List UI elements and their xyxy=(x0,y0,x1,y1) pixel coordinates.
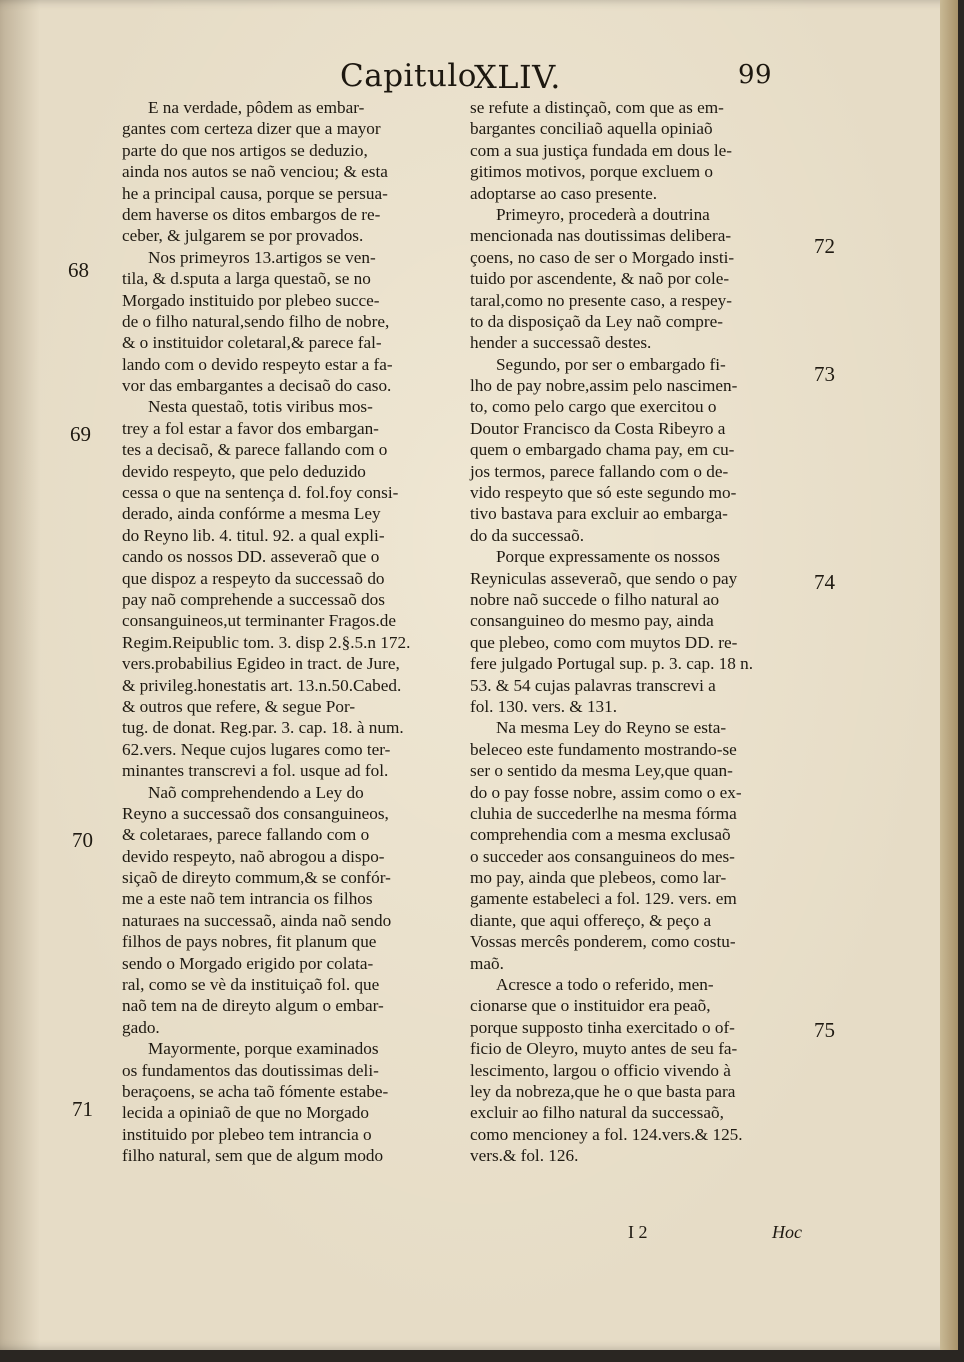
margin-number-72: 72 xyxy=(814,234,835,258)
text-line: beleceo este fundamento mostrando-se xyxy=(470,739,737,759)
text-line: he a principal causa, porque se persua- xyxy=(122,183,388,203)
text-line: vido respeyto que só este segundo mo- xyxy=(470,483,737,503)
text-line: maõ. xyxy=(470,953,504,973)
right-text-column xyxy=(470,97,806,1167)
text-line: & o instituidor coletaral,& parece fal- xyxy=(122,333,382,353)
text-line: hender a successaõ destes. xyxy=(470,333,652,353)
text-line: tuido por ascendente, & naõ por cole- xyxy=(470,269,730,289)
text-line: vor das embargantes a decisaõ do caso. xyxy=(122,376,392,396)
text-line: devido respeyto, que pelo deduzido xyxy=(122,461,366,481)
text-line: consanguineos,ut terminanter Fragos.de xyxy=(122,611,396,631)
text-line: Reyniculas asseveraõ, que sendo o pay xyxy=(470,568,738,588)
text-line: se refute a distinçaõ, com que as em- xyxy=(470,98,724,117)
text-line: Doutor Francisco da Costa Ribeyro a xyxy=(470,418,726,438)
text-line: consanguineo do mesmo pay, ainda xyxy=(470,611,714,631)
text-line: ceber, & julgarem se por provados. xyxy=(122,226,364,246)
text-line: vers.probabilius Egideo in tract. de Jure, xyxy=(122,654,400,674)
text-line: filho natural, sem que de algum modo xyxy=(122,1146,384,1166)
text-line: cionarse que o instituidor era peaõ, xyxy=(470,996,711,1016)
page-edge xyxy=(940,0,958,1350)
text-line: tivo bastava para excluir ao embarga- xyxy=(470,504,728,524)
text-line: os fundamentos das doutissimas deli- xyxy=(122,1060,379,1080)
text-line: Mayormente, porque examinados xyxy=(148,1039,379,1059)
text-line: quem o embargado chama pay, em cu- xyxy=(470,440,735,460)
page-header xyxy=(340,58,800,100)
text-line: adoptarse ao caso presente. xyxy=(470,183,658,203)
text-line: parte do que nos artigos se deduzio, xyxy=(122,140,368,160)
text-line: cando os nossos DD. asseveraõ que o xyxy=(122,547,380,567)
text-line: ficio de Oleyro, muyto antes de seu fa- xyxy=(470,1039,738,1059)
text-line: Acresce a todo o referido, men- xyxy=(496,975,714,995)
text-line: taral,como no presente caso, a respey- xyxy=(470,290,732,310)
text-line: beraçoens, se acha taõ fómente estabe- xyxy=(122,1081,389,1101)
text-line: minantes transcrevi a fol. usque ad fol. xyxy=(122,761,389,781)
text-line: como mencioney a fol. 124.vers.& 125. xyxy=(470,1124,743,1144)
text-line: excluir ao filho natural da successaõ, xyxy=(470,1103,724,1123)
text-line: naõ tem na de direyto algum o embar- xyxy=(122,996,384,1016)
text-line: naturaes na successaõ, ainda naõ sendo xyxy=(122,910,392,930)
text-line: çoens, no caso de ser o Morgado insti- xyxy=(470,247,735,267)
text-line: devido respeyto, naõ abrogou a dispo- xyxy=(122,846,385,866)
text-line: gamente estabeleci a fol. 129. vers. em xyxy=(470,889,737,909)
text-line: ley da nobreza,que he o que basta para xyxy=(470,1081,736,1101)
text-line: ser o sentido da mesma Ley,que quan- xyxy=(470,761,733,781)
page-number: 99 xyxy=(738,60,773,90)
signature-mark: I 2 xyxy=(628,1222,648,1242)
text-line: & coletaraes, parece fallando com o xyxy=(122,825,370,845)
text-line: bargantes conciliaõ aquella opiniaõ xyxy=(470,119,713,139)
text-line: me a este naõ tem intrancia os filhos xyxy=(122,889,373,909)
text-line: Morgado instituido por plebeo succe- xyxy=(122,290,380,310)
text-line: 53. & 54 cujas palavras transcrevi a xyxy=(470,675,716,695)
text-line: tes a decisaõ, & parece fallando com o xyxy=(122,440,388,460)
text-line: mencionada nas doutissimas delibera- xyxy=(470,226,732,246)
text-line: Na mesma Ley do Reyno se esta- xyxy=(496,718,727,738)
text-line: tug. de donat. Reg.par. 3. cap. 18. à num. xyxy=(122,718,404,738)
text-line: lescimento, largou o officio vivendo à xyxy=(470,1060,731,1080)
text-line: gitimos motivos, porque excluem o xyxy=(470,162,713,182)
margin-number-70: 70 xyxy=(72,828,93,852)
margin-number-68: 68 xyxy=(68,258,89,282)
text-line: filhos de pays nobres, fit planum que xyxy=(122,932,377,952)
text-line: E na verdade, pôdem as embar- xyxy=(148,98,365,117)
text-line: to da disposiçaõ da Ley naõ compre- xyxy=(470,311,723,331)
text-line: Porque expressamente os nossos xyxy=(496,547,720,567)
text-line: diante, que aqui offereço, & peço a xyxy=(470,910,712,930)
text-line: fol. 130. vers. & 131. xyxy=(470,696,618,716)
text-line: de o filho natural,sendo filho de nobre, xyxy=(122,311,390,331)
text-line: mo pay, ainda que plebeos, como lar- xyxy=(470,868,727,888)
text-line: que dispoz a respeyto da successaõ do xyxy=(122,568,385,588)
text-line: comprehendia com a mesma exclusaõ xyxy=(470,825,731,845)
text-line: to, como pelo cargo que exercitou o xyxy=(470,397,717,417)
text-line: com a sua justiça fundada em dous le- xyxy=(470,140,733,160)
text-line: que plebeo, como com muytos DD. re- xyxy=(470,632,738,652)
margin-number-69: 69 xyxy=(70,422,91,446)
text-line: jos termos, parece fallando com o de- xyxy=(470,461,729,481)
text-line: lho de pay nobre,assim pelo nascimen- xyxy=(470,376,738,396)
text-line: ainda nos autos se naõ venciou; & esta xyxy=(122,162,388,182)
text-line: dem haverse os ditos embargos de re- xyxy=(122,204,381,224)
text-line: do Reyno lib. 4. titul. 92. a qual expli- xyxy=(122,525,385,545)
text-line: gantes com certeza dizer que a mayor xyxy=(122,119,381,139)
text-line: trey a fol estar a favor dos embargan- xyxy=(122,418,379,438)
text-line: Reyno a successaõ dos consanguineos, xyxy=(122,803,389,823)
text-line: do o pay fosse nobre, assim como o ex- xyxy=(470,782,742,802)
text-line: ral, como se vè da instituiçaõ fol. que xyxy=(122,975,380,995)
text-line: instituido por plebeo tem intrancia o xyxy=(122,1124,372,1144)
text-line: o succeder aos consanguineos do mes- xyxy=(470,846,735,866)
text-line: sendo o Morgado erigido por colata- xyxy=(122,953,374,973)
margin-number-74: 74 xyxy=(814,570,835,594)
text-line: gado. xyxy=(122,1017,160,1037)
text-line: Naõ comprehendendo a Ley do xyxy=(148,782,364,802)
margin-number-71: 71 xyxy=(72,1097,93,1121)
text-line: Vossas mercês ponderem, como costu- xyxy=(470,932,736,952)
text-line: vers.& fol. 126. xyxy=(470,1146,579,1166)
text-line: 62.vers. Neque cujos lugares como ter- xyxy=(122,739,391,759)
catchword: Hoc xyxy=(772,1222,802,1242)
text-line: derado, ainda confórme a mesma Ley xyxy=(122,504,381,524)
text-line: Nesta questaõ, totis viribus mos- xyxy=(148,397,373,417)
text-line: Primeyro, procederà a doutrina xyxy=(496,204,710,224)
chapter-number: XLIV. xyxy=(474,58,561,96)
text-line: nobre naõ succede o filho natural ao xyxy=(470,589,720,609)
text-line: lecida a opiniaõ de que no Morgado xyxy=(122,1103,369,1123)
margin-number-73: 73 xyxy=(814,362,835,386)
text-line: Segundo, por ser o embargado fi- xyxy=(496,354,726,374)
text-line: & privileg.honestatis art. 13.n.50.Cabed. xyxy=(122,675,402,695)
running-title: Capitulo xyxy=(340,58,477,94)
margin-number-75: 75 xyxy=(814,1018,835,1042)
text-line: fere julgado Portugal sup. p. 3. cap. 18 n. xyxy=(470,654,754,674)
text-line: Regim.Reipublic tom. 3. disp 2.§.5.n 172. xyxy=(122,632,411,652)
text-line: siçaõ de direyto commum,& se confór- xyxy=(122,868,391,888)
text-line: porque supposto tinha exercitado o of- xyxy=(470,1017,735,1037)
text-line: cluhia de succederlhe na mesma fórma xyxy=(470,803,737,823)
text-line: lando com o devido respeyto estar a fa- xyxy=(122,354,393,374)
text-line: pay naõ comprehende a successaõ dos xyxy=(122,589,385,609)
text-line: cessa o que na sentença d. fol.foy consi- xyxy=(122,483,399,503)
text-line: & outros que refere, & segue Por- xyxy=(122,696,356,716)
text-line: tila, & d.sputa a larga questaõ, se no xyxy=(122,269,371,289)
text-line: do da successaõ. xyxy=(470,525,585,545)
left-text-column xyxy=(122,97,458,1167)
text-line: Nos primeyros 13.artigos se ven- xyxy=(148,247,376,267)
